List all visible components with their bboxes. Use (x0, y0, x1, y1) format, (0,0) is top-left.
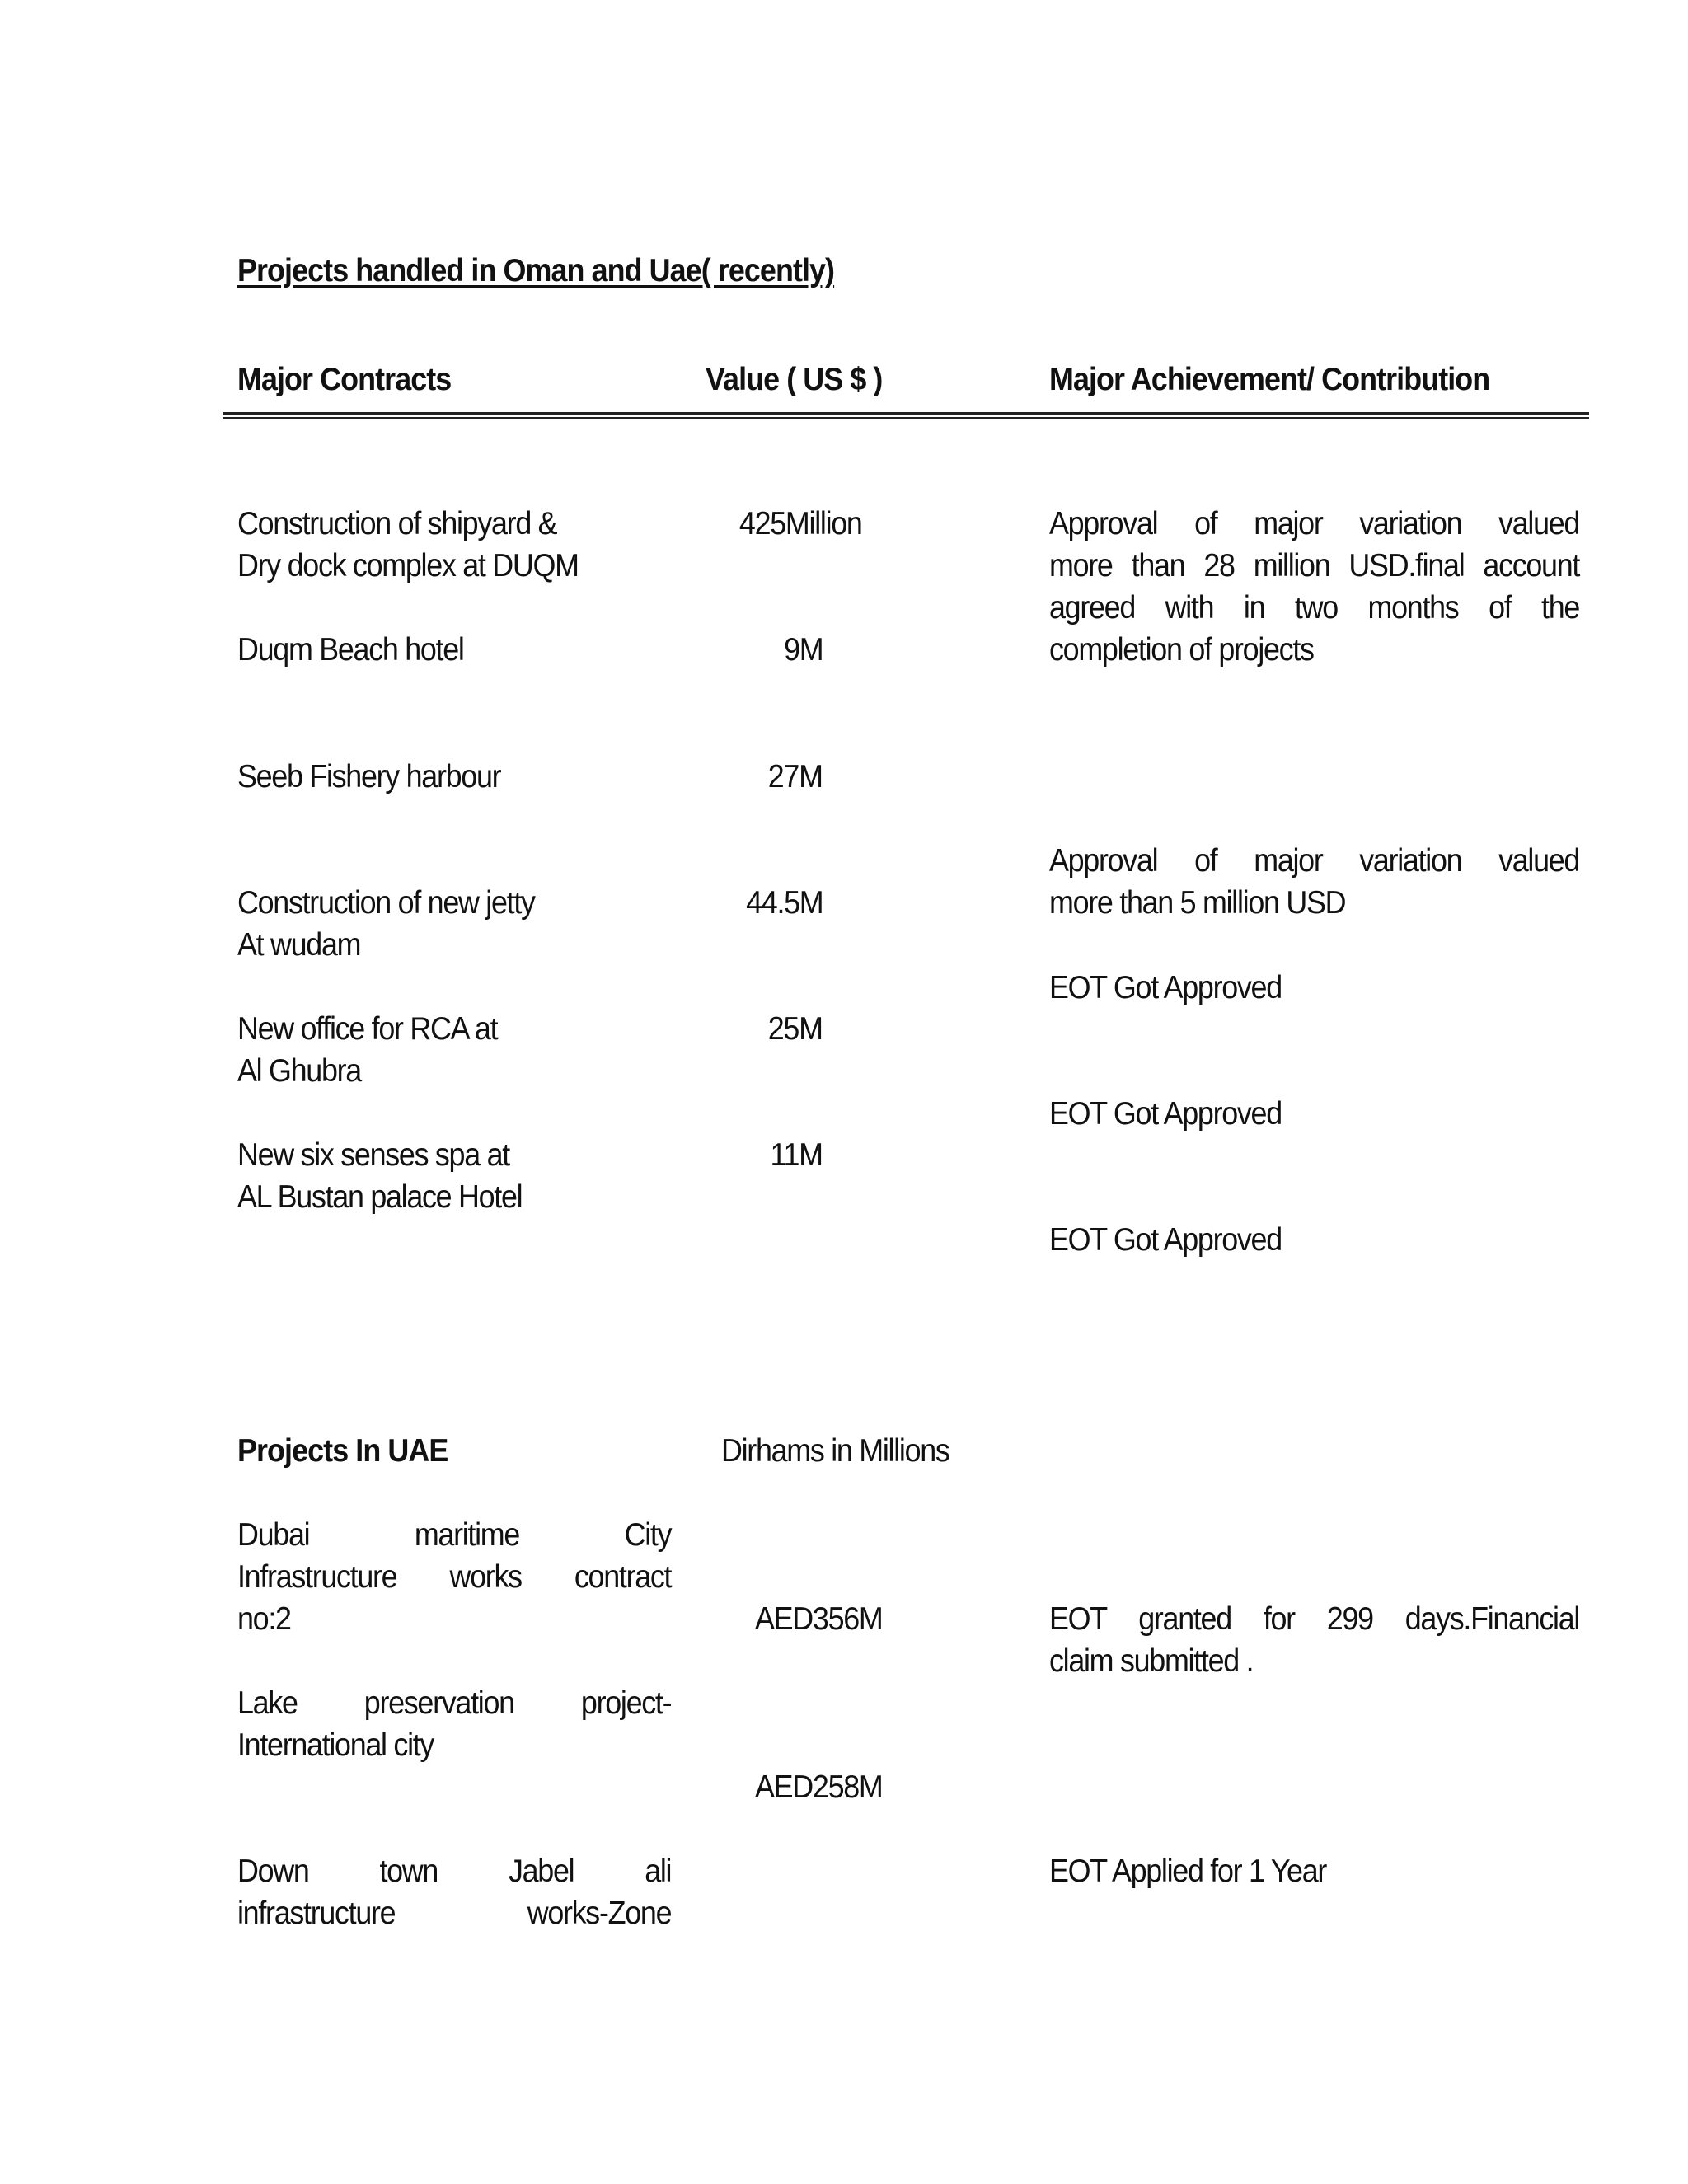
achievement-line: claim submitted . (1049, 1643, 1254, 1679)
achievement-line: EOT granted for 299 days.Financial (1049, 1601, 1580, 1637)
achievement-line: EOT Got Approved (1049, 1096, 1282, 1132)
contract-name: Dubai maritime City (237, 1517, 672, 1553)
achievement-line: Approval of major variation valued (1049, 506, 1580, 541)
header-value: Value ( US $ ) (706, 362, 883, 397)
contract-value: 9M (783, 632, 823, 668)
header-divider-top (223, 412, 1589, 415)
header-major-contracts: Major Contracts (237, 362, 452, 397)
achievement-line: EOT Got Approved (1049, 970, 1282, 1005)
uae-heading: Projects In UAE (237, 1433, 448, 1469)
contract-value: AED258M (755, 1769, 883, 1805)
contract-name: New six senses spa at (237, 1137, 509, 1173)
contract-name: Dry dock complex at DUQM (237, 548, 579, 583)
contract-name: no:2 (237, 1601, 291, 1637)
contract-name: Seeb Fishery harbour (237, 759, 501, 794)
contract-value: 25M (768, 1011, 823, 1047)
header-divider-bottom (223, 417, 1589, 419)
contract-name: Down town Jabel ali (237, 1854, 672, 1889)
contract-name: International city (237, 1727, 434, 1763)
contract-name: New office for RCA at (237, 1011, 498, 1047)
contract-name: At wudam (237, 927, 361, 963)
contract-name: Al Ghubra (237, 1053, 361, 1089)
contract-name: AL Bustan palace Hotel (237, 1179, 523, 1215)
achievement-line: EOT Got Approved (1049, 1222, 1282, 1258)
contract-value: 27M (768, 759, 823, 794)
achievement-line: Approval of major variation valued (1049, 843, 1580, 879)
achievement-line: agreed with in two months of the (1049, 590, 1580, 626)
header-achievement: Major Achievement/ Contribution (1049, 362, 1490, 397)
contract-value: 11M (770, 1137, 823, 1173)
contract-name: Infrastructure works contract (237, 1559, 672, 1595)
achievement-line: completion of projects (1049, 632, 1314, 668)
page-title: Projects handled in Oman and Uae( recently) (237, 253, 835, 288)
contract-value: 425Million (739, 506, 862, 541)
achievement-line: more than 5 million USD (1049, 885, 1346, 921)
achievement-line: more than 28 million USD.final account (1049, 548, 1580, 583)
contract-name: infrastructure works-Zone (237, 1896, 672, 1931)
contract-name: Construction of new jetty (237, 885, 535, 921)
currency-note: Dirhams in Millions (721, 1433, 950, 1469)
contract-name: Lake preservation project- (237, 1685, 672, 1721)
contract-name: Duqm Beach hotel (237, 632, 464, 668)
contract-value: AED356M (755, 1601, 883, 1637)
contract-value: 44.5M (745, 885, 823, 921)
achievement-line: EOT Applied for 1 Year (1049, 1854, 1327, 1889)
contract-name: Construction of shipyard & (237, 506, 557, 541)
